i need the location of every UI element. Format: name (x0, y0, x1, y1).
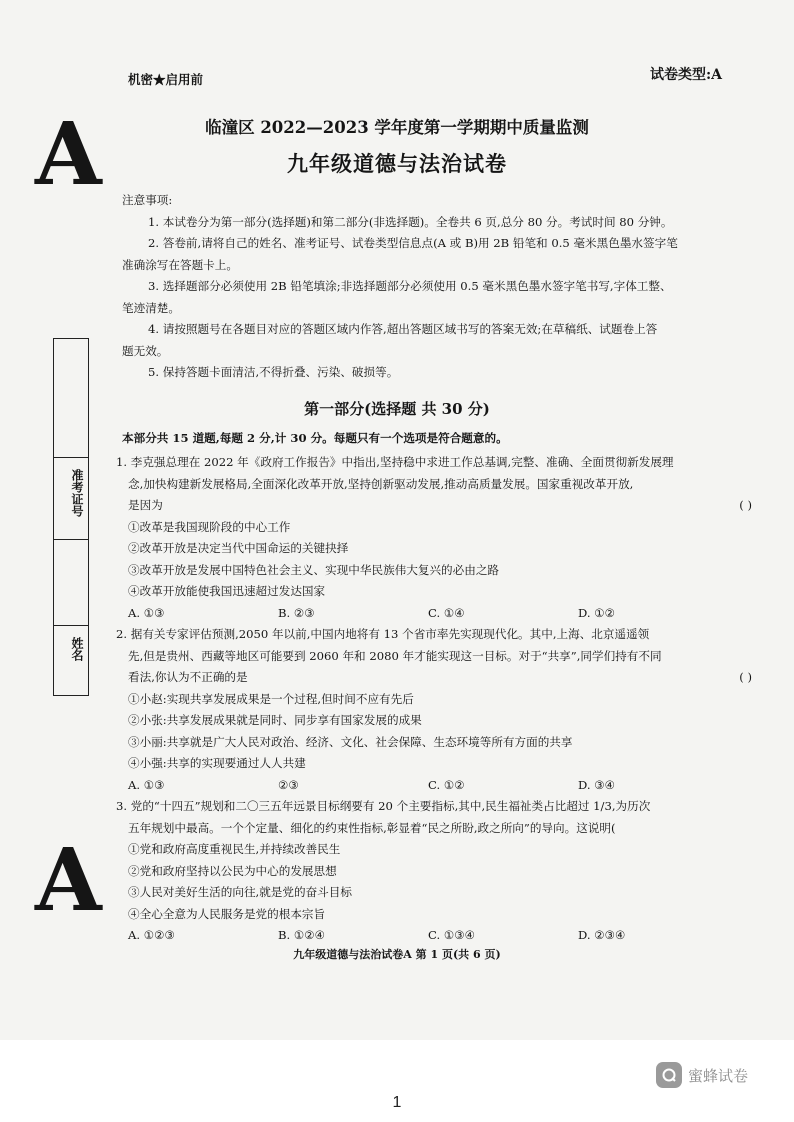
question-stem-cont: 先,但是贵州、西藏等地区可能要到 2060 年和 2080 年才能实现这一目标。对于“共享”,同学们持有不同 (128, 648, 662, 663)
choice-c: C. ①④ (428, 605, 465, 620)
answer-choices (116, 775, 766, 797)
notes-heading: 注意事项: (122, 193, 173, 207)
answer-paren: ( ) (739, 498, 752, 512)
paper-type-letter-top: A (35, 104, 102, 205)
info-box-divider (54, 457, 88, 458)
question-stem-cont: 五年规划中最高。一个个定量、细化的约束性指标,彰显着“民之所盼,政之所向”的导向。这说明( (128, 820, 616, 835)
choice-b: B. ②③ (278, 605, 315, 620)
question-stem-cont (116, 667, 766, 689)
note-item: 准确涂写在答题卡上。 (122, 257, 238, 272)
question-option: ②改革开放是决定当代中国命运的关键抉择 (128, 541, 349, 555)
page-number: 1 (392, 1094, 402, 1111)
answer-paren: ( ) (739, 670, 752, 684)
note-item: 2. 答卷前,请将自己的姓名、准考证号、试卷类型信息点(A 或 B)用 2B 铅笔和 0.5 毫米黑色墨水签字笔 (148, 236, 678, 250)
exam-subtitle: 九年级道德与法治试卷 (287, 151, 507, 176)
question-stem: 2. 据有关专家评估预测,2050 年以前,中国内地将有 13 个省市率先实现现代化。其中,上海、北京遥遥领 (116, 627, 650, 641)
question-option: ①小赵:实现共享发展成果是一个过程,但时间不应有先后 (128, 691, 414, 706)
section-description: 本部分共 15 道题,每题 2 分,计 30 分。每题只有一个选项是符合题意的。 (122, 431, 508, 445)
choice-d: D. ②③④ (578, 928, 626, 942)
confidential-label: 机密★启用前 (128, 72, 204, 87)
watermark (656, 1062, 748, 1088)
viewer-bottom-area (0, 1040, 794, 1122)
question-stem: 3. 党的“十四五”规划和二〇三五年远景目标纲要有 20 个主要指标,其中,民生福祉类占比超过 1/3,为历次 (116, 799, 651, 813)
question-1 (116, 452, 766, 624)
question-stem-cont: 念,加快构建新发展格局,全面深化改革开放,坚持创新驱动发展,推动高质量发展。国家重视改革开放, (128, 476, 634, 491)
choice-a: A. ①③ (128, 777, 165, 792)
note-item: 笔迹清楚。 (122, 300, 180, 315)
note-item: 4. 请按照题号在各题目对应的答题区域内作答,超出答题区域书写的答案无效;在草稿纸、试题卷上答 (148, 322, 658, 336)
choice-b: B. ①②④ (278, 928, 326, 942)
question-option: ③人民对美好生活的向往,就是党的奋斗目标 (128, 885, 352, 899)
note-item: 5. 保持答题卡面清洁,不得折叠、污染、破损等。 (148, 365, 399, 379)
watermark-logo-icon (656, 1062, 682, 1088)
question-option: ③小丽:共享就是广大人民对政治、经济、文化、社会保障、生态环境等所有方面的共享 (128, 734, 573, 749)
question-2 (116, 624, 766, 796)
question-option: ④改革开放能使我国迅速超过发达国家 (128, 584, 326, 598)
paper-type-label: 试卷类型:A (650, 67, 723, 83)
question-list (116, 452, 766, 947)
question-option: ①改革是我国现阶段的中心工作 (128, 519, 291, 534)
note-item: 题无效。 (122, 343, 169, 358)
choice-b: ②③ (278, 777, 299, 792)
section-title: 第一部分(选择题 共 30 分) (304, 400, 490, 418)
choice-a: A. ①②③ (128, 928, 175, 942)
exam-number-label: 准考证号 (70, 469, 84, 517)
note-item: 3. 选择题部分必须使用 2B 铅笔填涂;非选择题部分必须使用 0.5 毫米黑色墨水签字笔书写,字体工整、 (148, 279, 672, 293)
name-label: 姓名 (70, 637, 84, 661)
choice-c: C. ①③④ (428, 928, 476, 942)
choice-c: C. ①② (428, 777, 465, 792)
question-option: ②党和政府坚持以公民为中心的发展思想 (128, 863, 337, 878)
question-option: ④小强:共享的实现要通过人人共建 (128, 756, 306, 770)
question-3 (116, 796, 766, 947)
question-stem-tail: 看法,你认为不正确的是 (128, 670, 248, 684)
question-stem-tail: 是因为 (128, 498, 163, 512)
choice-d: D. ③④ (578, 777, 616, 792)
note-item: 1. 本试卷分为第一部分(选择题)和第二部分(非选择题)。全卷共 6 页,总分 80 分。考试时间 80 分钟。 (148, 214, 673, 229)
choice-d: D. ①② (578, 605, 616, 620)
question-stem: 1. 李克强总理在 2022 年《政府工作报告》中指出,坚持稳中求进工作总基调,完整、准确、全面贯彻新发展理 (116, 455, 674, 469)
notes-block (122, 190, 758, 384)
question-option: ④全心全意为人民服务是党的根本宗旨 (128, 906, 326, 921)
question-option: ②小张:共享发展成果就是同时、同步享有国家发展的成果 (128, 713, 422, 727)
exam-title: 临潼区 2022—2023 学年度第一学期期中质量监测 (205, 118, 589, 137)
info-box-divider (54, 625, 88, 626)
page-footer: 九年级道德与法治试卷A 第 1 页(共 6 页) (293, 948, 501, 961)
question-option: ③改革开放是发展中国特色社会主义、实现中华民族伟大复兴的必由之路 (128, 562, 500, 577)
paper-type-letter-bottom: A (35, 830, 102, 931)
choice-a: A. ①③ (128, 605, 165, 620)
student-info-box (53, 338, 89, 696)
watermark-text: 蜜蜂试卷 (688, 1067, 749, 1085)
question-stem-cont (116, 495, 766, 517)
info-box-divider (54, 539, 88, 540)
answer-choices (116, 603, 766, 625)
question-option: ①党和政府高度重视民生,并持续改善民生 (128, 842, 341, 856)
answer-choices (116, 925, 766, 947)
